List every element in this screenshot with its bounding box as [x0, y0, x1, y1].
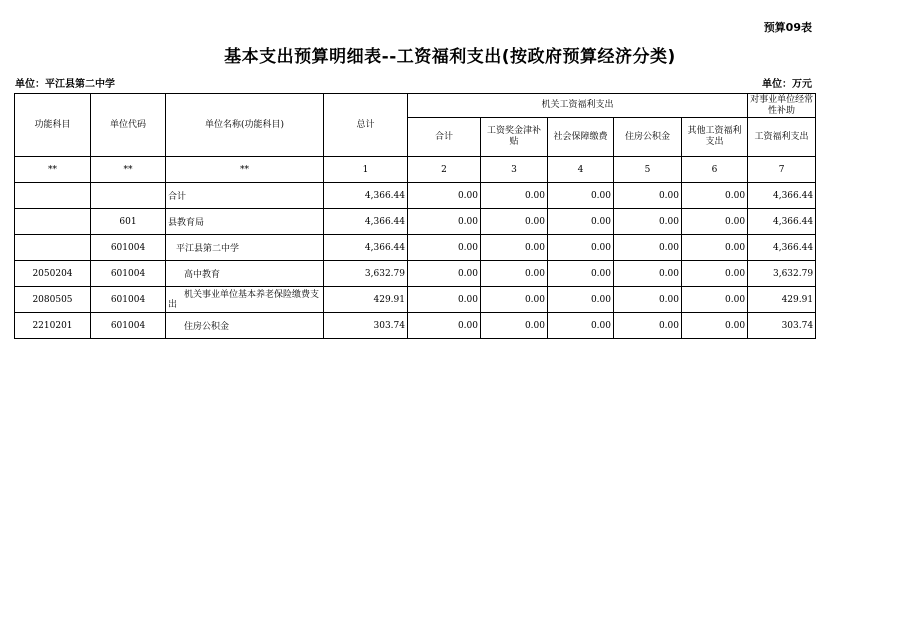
total-cell: 303.74: [324, 313, 408, 339]
sub-total-cell: 0.00: [408, 287, 481, 313]
other-cell: 0.00: [682, 209, 748, 235]
budget-table: [14, 93, 816, 339]
header-unit-code: 单位代码: [91, 94, 166, 157]
table-row: [15, 183, 816, 209]
social-cell: 0.00: [548, 313, 614, 339]
social-cell: 0.00: [548, 287, 614, 313]
header-group-agency: 机关工资福利支出: [408, 94, 748, 118]
unit-name-cell: 高中教育: [166, 261, 324, 287]
unit-code-cell: 601: [91, 209, 166, 235]
table-row: [15, 209, 816, 235]
header-func-code: 功能科目: [15, 94, 91, 157]
index-cell: 5: [614, 157, 682, 183]
housing-cell: 0.00: [614, 235, 682, 261]
index-cell: **: [166, 157, 324, 183]
header-unit-name: 单位名称(功能科目): [166, 94, 324, 157]
total-cell: 4,366.44: [324, 183, 408, 209]
total-cell: 4,366.44: [324, 209, 408, 235]
unit-code-cell: 601004: [91, 261, 166, 287]
wage-welfare-cell: 303.74: [748, 313, 816, 339]
sub-total-cell: 0.00: [408, 235, 481, 261]
salary-cell: 0.00: [481, 287, 548, 313]
housing-cell: 0.00: [614, 183, 682, 209]
wage-welfare-cell: 4,366.44: [748, 209, 816, 235]
func-code-cell: 2050204: [15, 261, 91, 287]
table-row: [15, 261, 816, 287]
other-cell: 0.00: [682, 261, 748, 287]
unit-code-cell: 601004: [91, 313, 166, 339]
func-code-cell: 2210201: [15, 313, 91, 339]
wage-welfare-cell: 3,632.79: [748, 261, 816, 287]
unit-label: 单位：平江县第二中学: [15, 79, 115, 90]
currency-unit-label: 单位：万元: [762, 79, 812, 90]
header-salary: 工资奖金津补贴: [481, 118, 548, 157]
form-number: 预算09表: [763, 21, 812, 34]
header-housing: 住房公积金: [614, 118, 682, 157]
index-cell: **: [15, 157, 91, 183]
housing-cell: 0.00: [614, 287, 682, 313]
salary-cell: 0.00: [481, 235, 548, 261]
social-cell: 0.00: [548, 235, 614, 261]
wage-welfare-cell: 4,366.44: [748, 183, 816, 209]
func-code-cell: [15, 183, 91, 209]
other-cell: 0.00: [682, 287, 748, 313]
index-cell: 1: [324, 157, 408, 183]
wage-welfare-cell: 4,366.44: [748, 235, 816, 261]
index-cell: 3: [481, 157, 548, 183]
total-cell: 429.91: [324, 287, 408, 313]
func-code-cell: 2080505: [15, 287, 91, 313]
other-cell: 0.00: [682, 183, 748, 209]
header-social: 社会保障缴费: [548, 118, 614, 157]
sub-total-cell: 0.00: [408, 183, 481, 209]
func-code-cell: [15, 235, 91, 261]
total-cell: 3,632.79: [324, 261, 408, 287]
sub-total-cell: 0.00: [408, 261, 481, 287]
table-row: [15, 235, 816, 261]
func-code-cell: [15, 209, 91, 235]
social-cell: 0.00: [548, 209, 614, 235]
header-sub-total: 合计: [408, 118, 481, 157]
header-total: 总计: [324, 94, 408, 157]
salary-cell: 0.00: [481, 261, 548, 287]
wage-welfare-cell: 429.91: [748, 287, 816, 313]
header-row-1: [15, 94, 816, 118]
index-cell: 7: [748, 157, 816, 183]
index-cell: 2: [408, 157, 481, 183]
social-cell: 0.00: [548, 183, 614, 209]
social-cell: 0.00: [548, 261, 614, 287]
index-cell: 6: [682, 157, 748, 183]
total-cell: 4,366.44: [324, 235, 408, 261]
unit-code-cell: 601004: [91, 235, 166, 261]
page-title: 基本支出预算明细表--工资福利支出(按政府预算经济分类): [224, 47, 676, 67]
index-cell: **: [91, 157, 166, 183]
header-wage-welfare: 工资福利支出: [748, 118, 816, 157]
salary-cell: 0.00: [481, 209, 548, 235]
table-row: [15, 287, 816, 313]
housing-cell: 0.00: [614, 209, 682, 235]
header-group-subsidy: 对事业单位经常性补助: [748, 94, 816, 118]
table-row: [15, 313, 816, 339]
unit-name-cell: 合计: [166, 183, 324, 209]
unit-name-cell: 住房公积金: [166, 313, 324, 339]
housing-cell: 0.00: [614, 313, 682, 339]
index-row: [15, 157, 816, 183]
sub-total-cell: 0.00: [408, 313, 481, 339]
unit-code-cell: [91, 183, 166, 209]
unit-name-cell: 平江县第二中学: [166, 235, 324, 261]
other-cell: 0.00: [682, 313, 748, 339]
housing-cell: 0.00: [614, 261, 682, 287]
header-other: 其他工资福利支出: [682, 118, 748, 157]
unit-name-cell: 机关事业单位基本养老保险缴费支出: [166, 287, 324, 313]
salary-cell: 0.00: [481, 313, 548, 339]
index-cell: 4: [548, 157, 614, 183]
unit-name-cell: 县教育局: [166, 209, 324, 235]
other-cell: 0.00: [682, 235, 748, 261]
sub-total-cell: 0.00: [408, 209, 481, 235]
salary-cell: 0.00: [481, 183, 548, 209]
unit-code-cell: 601004: [91, 287, 166, 313]
